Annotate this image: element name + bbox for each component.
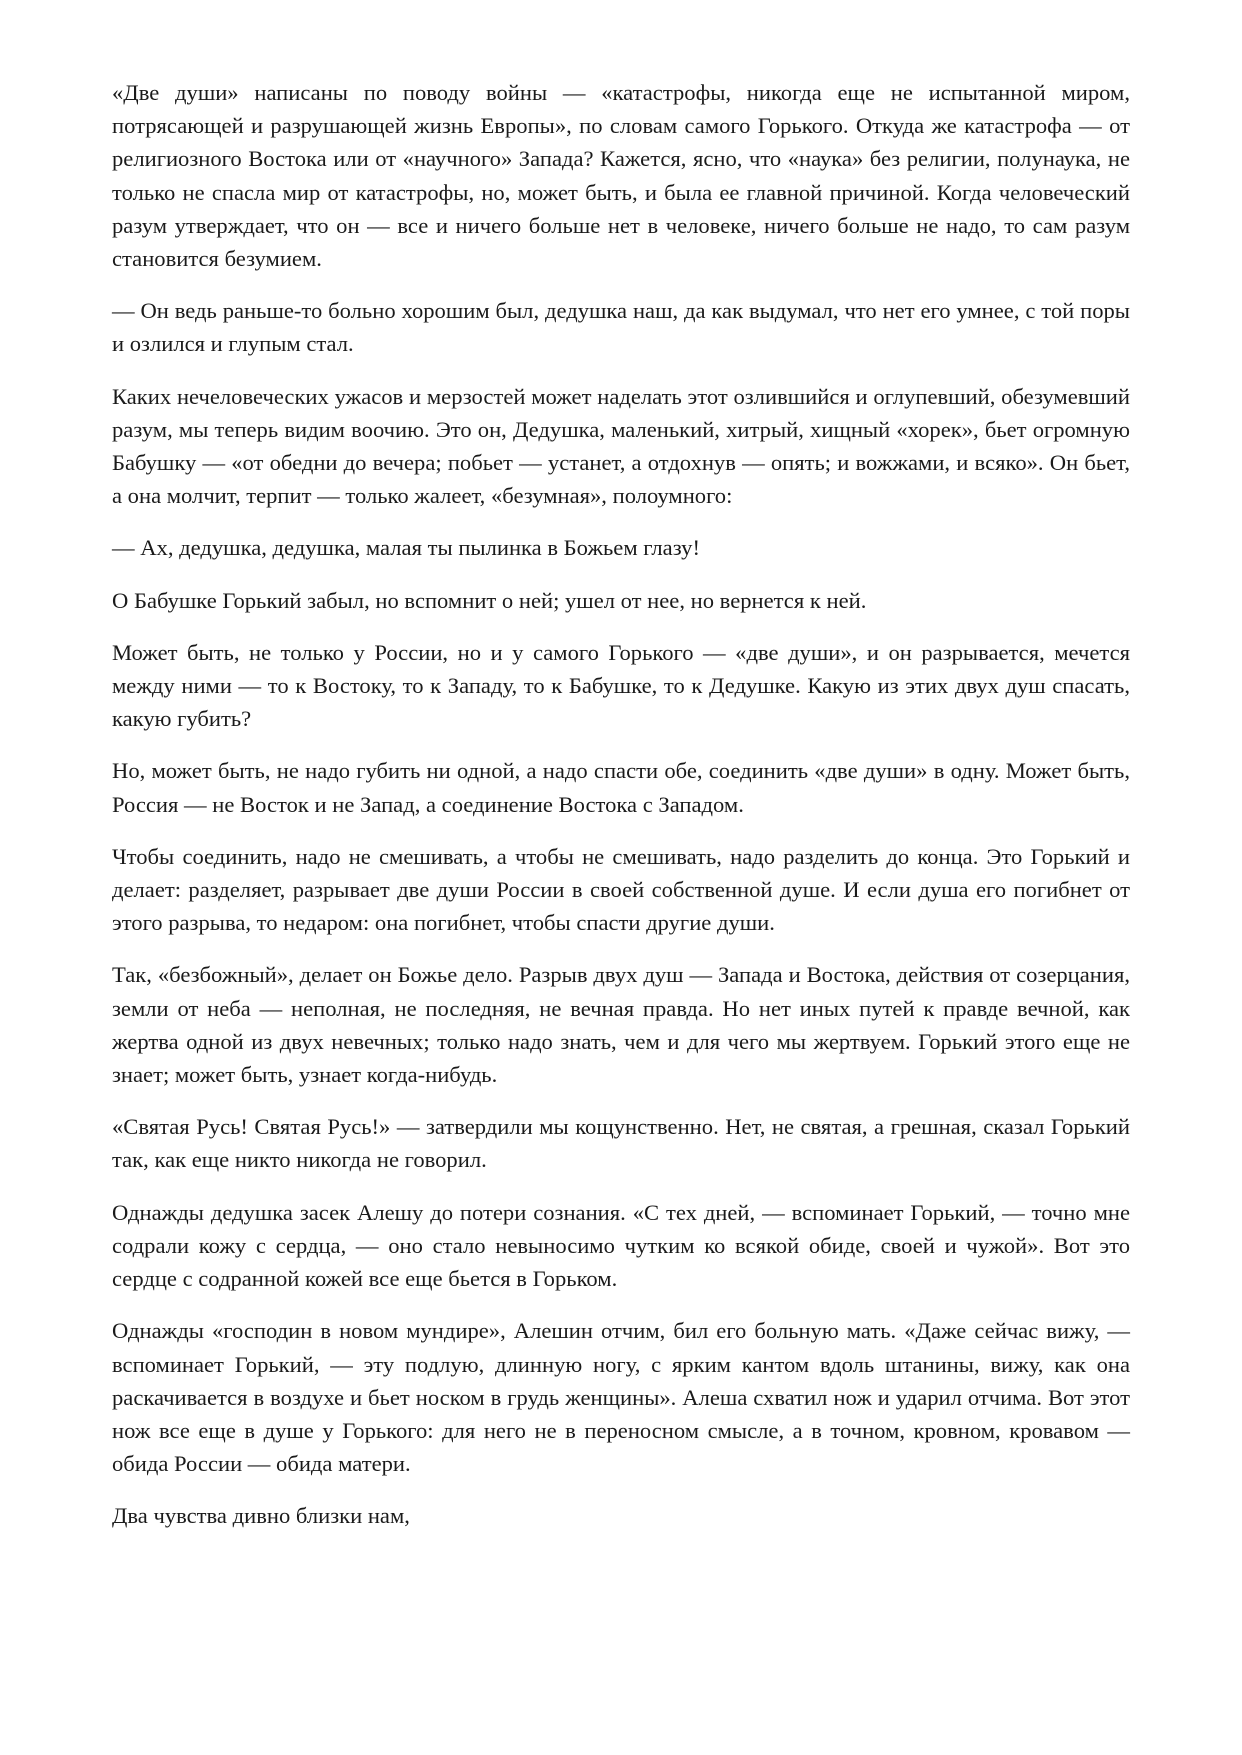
paragraph-6: Может быть, не только у России, но и у самого Горького — «две души», и он разрывается, мечется между ними — то к Востоку, то к Западу, то к Бабушке, то к Дедушке. Какую из этих двух душ спасать, какую губить? [112,639,1130,732]
paragraph-8: Чтобы соединить, надо не смешивать, а чтобы не смешивать, надо разделить до конца. Это Горький и делает: разделяет, разрывает две души России в своей собственной душе. И если душа его погибнет от этого разрыва, то недаром: она погибнет, чтобы спасти другие души. [112,843,1130,936]
paragraph-4: — Ах, дедушка, дедушка, малая ты пылинка в Божьем глазу! [112,535,700,561]
paragraph-13: Два чувства дивно близки нам, [112,1503,410,1529]
paragraph-1: «Две души» написаны по поводу войны — «катастрофы, никогда еще не испытанной миром, потрясающей и разрушающей жизнь Европы», по словам самого Горького. Откуда же катастрофа — от религиозного Востока или от «научного» Запада? Кажется, ясно, что «наука» без религии, полунаука, не только не спасла мир от катастрофы, но, может быть, и была ее главной причиной. Когда человеческий разум утверждает, что он — все и ничего больше нет в человеке, ничего больше не надо, то сам разум становится безумием. [112,80,1130,272]
paragraph-9: Так, «безбожный», делает он Божье дело. Разрыв двух душ — Запада и Востока, действия от созерцания, земли от неба — неполная, не последняя, не вечная правда. Но нет иных путей к правде вечной, как жертва одной из двух невечных; только надо знать, чем и для чего мы жертвуем. Горький этого еще не знает; может быть, узнает когда-нибудь. [112,962,1130,1088]
paragraph-5: О Бабушке Горький забыл, но вспомнит о ней; ушел от нее, но вернется к ней. [112,587,867,613]
paragraph-3: Каких нечеловеческих ужасов и мерзостей может наделать этот озлившийся и оглупевший, обезумевший разум, мы теперь видим воочию. Это он, Дедушка, маленький, хитрый, хищный «хорек», бьет огромную Бабушку — «от обедни до вечера; побьет — устанет, а отдохнув — опять; и вожжами, и всяко». Он бьет, а она молчит, терпит — только жалеет, «безумная», полоумного: [112,383,1130,509]
paragraph-2: — Он ведь раньше-то больно хорошим был, дедушка наш, да как выдумал, что нет его умнее, с той поры и озлился и глупым стал. [112,298,1130,357]
paragraph-11: Однажды дедушка засек Алешу до потери сознания. «С тех дней, — вспоминает Горький, — точно мне содрали кожу с сердца, — оно стало невыносимо чутким ко всякой обиде, своей и чужой». Вот это сердце с содранной кожей все еще бьется в Горьком. [112,1199,1130,1292]
paragraph-7: Но, может быть, не надо губить ни одной, а надо спасти обе, соединить «две души» в одну. Может быть, Россия — не Восток и не Запад, а соединение Востока с Западом. [112,758,1130,817]
paragraph-12: Однажды «господин в новом мундире», Алешин отчим, бил его больную мать. «Даже сейчас вижу, — вспоминает Горький, — эту подлую, длинную ногу, с ярким кантом вдоль штанины, вижу, как она раскачивается в воздухе и бьет носком в грудь женщины». Алеша схватил нож и ударил отчима. Вот этот нож все еще в душе у Горького: для него не в переносном смысле, а в точном, кровном, кровавом — обида России — обида матери. [112,1318,1130,1477]
paragraph-10: «Святая Русь! Святая Русь!» — затвердили мы кощунственно. Нет, не святая, а грешная, сказал Горький так, как еще никто никогда не говорил. [112,1114,1130,1173]
document-page [112,76,1130,1552]
